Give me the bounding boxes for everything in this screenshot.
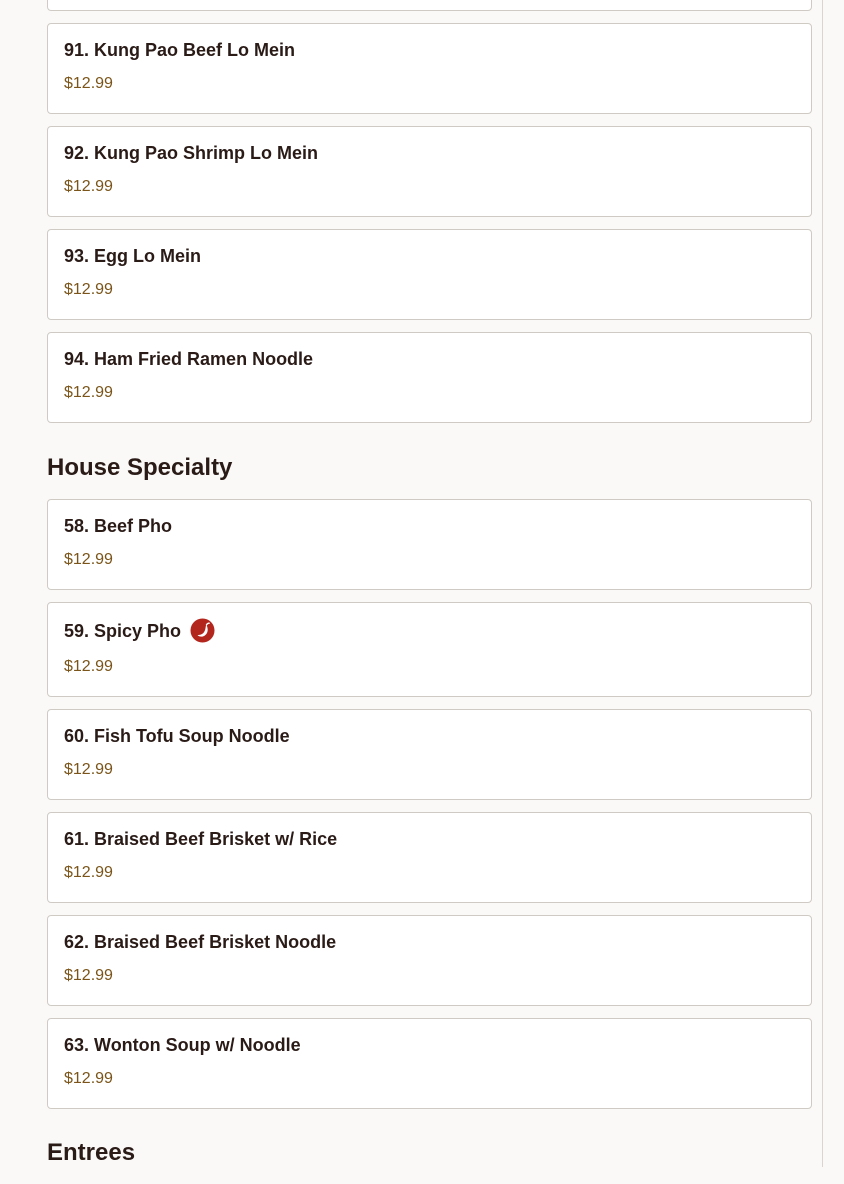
chili-pepper-icon <box>190 618 215 643</box>
menu-item-price: $12.99 <box>64 761 113 778</box>
menu-item-card[interactable] <box>47 602 812 697</box>
menu-item-name: 61. Braised Beef Brisket w/ Rice <box>64 829 338 849</box>
menu-item-name: 60. Fish Tofu Soup Noodle <box>64 726 290 746</box>
menu-item-price: $12.99 <box>64 1070 113 1087</box>
menu-item-name: 63. Wonton Soup w/ Noodle <box>64 1035 301 1055</box>
menu-item-card[interactable] <box>47 229 812 320</box>
menu-item-card[interactable] <box>47 499 812 590</box>
menu-item-card[interactable] <box>47 126 812 217</box>
menu-item-name: 93. Egg Lo Mein <box>64 246 202 266</box>
menu-item-card[interactable] <box>47 23 812 114</box>
menu-item-card[interactable] <box>47 332 812 423</box>
menu-item-card[interactable] <box>47 1018 812 1109</box>
menu-item-price: $12.99 <box>64 75 113 92</box>
menu-item-name: 94. Ham Fried Ramen Noodle <box>64 349 314 369</box>
menu-item-name: 92. Kung Pao Shrimp Lo Mein <box>64 143 319 163</box>
scrollbar-divider <box>822 0 823 1167</box>
menu-item-card[interactable] <box>47 915 812 1006</box>
menu-item-price: $12.99 <box>64 178 113 195</box>
menu-item-price: $12.99 <box>64 967 113 984</box>
menu-item-price: $12.99 <box>64 864 113 881</box>
menu-item-card[interactable] <box>47 812 812 903</box>
menu-item-name: 91. Kung Pao Beef Lo Mein <box>64 40 296 60</box>
menu-item-card-partial[interactable] <box>47 0 812 11</box>
menu-item-price: $12.99 <box>64 551 113 568</box>
menu-item-name: 58. Beef Pho <box>64 516 173 536</box>
section-title-house-specialty: House Specialty <box>47 454 233 481</box>
section-title-entrees: Entrees <box>47 1139 136 1166</box>
menu-item-price: $12.99 <box>64 384 113 401</box>
menu-item-price: $12.99 <box>64 281 113 298</box>
menu-item-price: $12.99 <box>64 658 113 675</box>
menu-item-card[interactable] <box>47 709 812 800</box>
menu-item-name: 59. Spicy Pho <box>64 620 182 641</box>
menu-content <box>47 0 812 1184</box>
menu-item-name: 62. Braised Beef Brisket Noodle <box>64 932 337 952</box>
